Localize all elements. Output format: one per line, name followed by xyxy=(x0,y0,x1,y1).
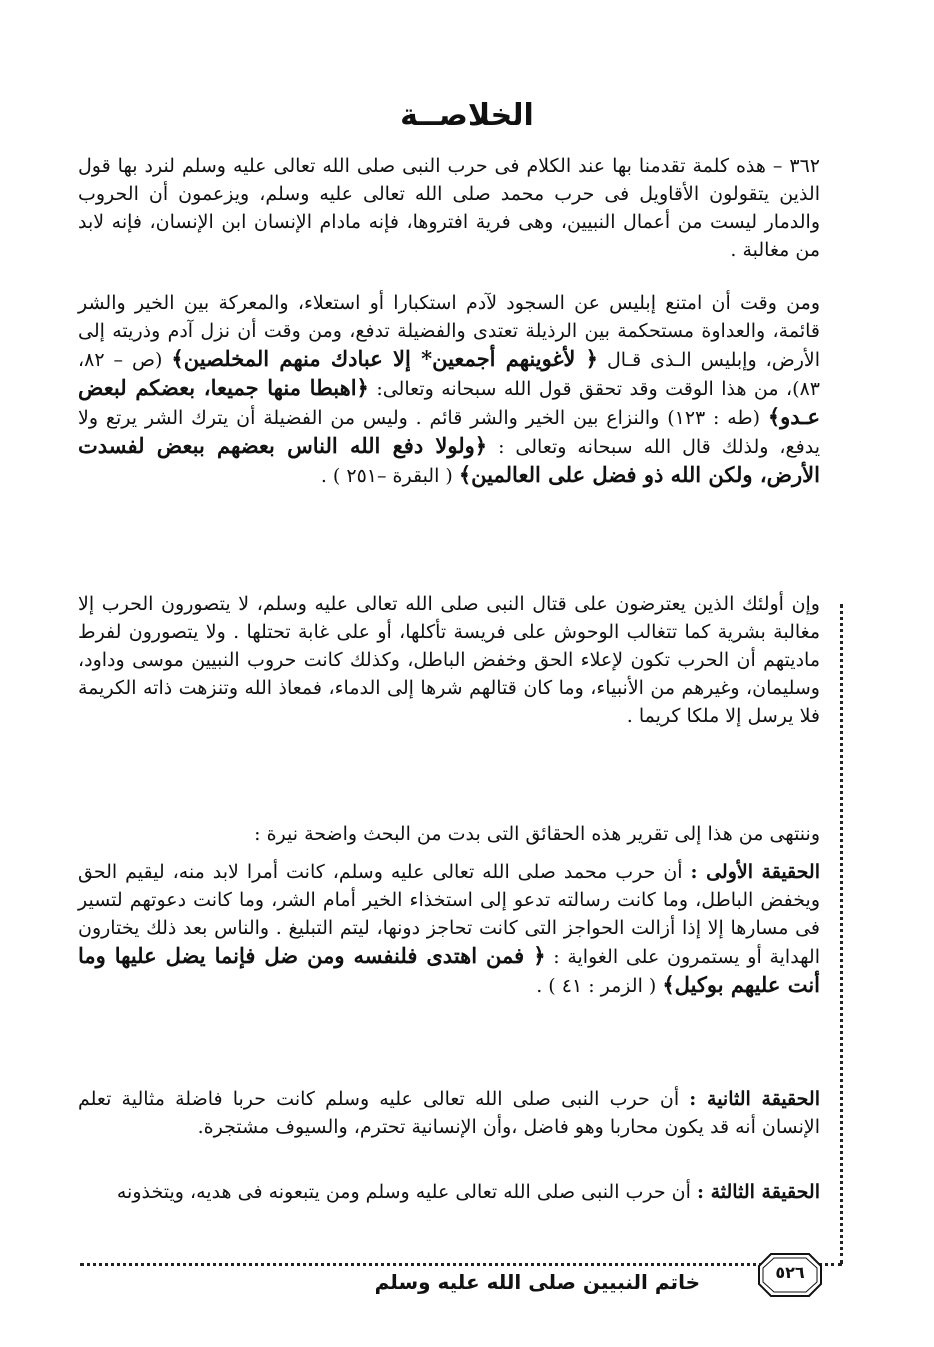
paragraph-third-truth xyxy=(78,1178,820,1206)
running-footer-title: خاتم النبيين صلى الله عليه وسلم xyxy=(374,1270,700,1294)
paragraph-text: ومن وقت أن امتنع إبليس عن السجود لآدم استكبارا أو استعلاء، والمعركة بين الخير والشر قائمة، والعداوة مستحكمة بين الرذيلة تعتدى والفضيلة تدفع، ومن وقت أن نزل آدم وذريته إلى الأرض، وإبليس الـذى قـال xyxy=(78,292,820,371)
paragraph-text: ( الزمر : ٤١ ) . xyxy=(536,975,657,997)
page-number-badge xyxy=(757,1252,823,1298)
paragraph-text: (ص – ٨٢، ٨٣)، من هذا الوقت وقد تحقق قول الله سبحانه وتعالى: xyxy=(78,349,820,400)
paragraph-text: أن حرب النبى صلى الله تعالى عليه وسلم ومن يتبعونه فى هديه، ويتخذونه xyxy=(116,1181,691,1203)
truth-heading: الحقيقة الثالثة : xyxy=(696,1181,820,1203)
quran-quote: ﴿اهبطا منها جميعا، بعضكم لبعض عـدو﴾ xyxy=(78,375,820,429)
paragraph-text: وننتهى من هذا إلى تقرير هذه الحقائق التى بدت من البحث واضحة نيرة : xyxy=(254,823,820,845)
paragraph-text: ٣٦٢ – هذه كلمة تقدمنا بها عند الكلام فى حرب النبى صلى الله تعالى عليه وسلم لنرد بها قول الذين يتقولون الأقاويل فى حرب محمد صلى الله تعالى عليه وسلم، ويزعمون أن الحروب والدمار ليست من أعمال النبيين، وهى فرية افتروها، فإنه مادام الإنسان ابن الإنسان، فإنه لابد من مغالبة . xyxy=(78,155,820,261)
truth-heading: الحقيقة الثانية : xyxy=(689,1088,820,1110)
quran-quote: ﴿ولولا دفع الله الناس بعضهم ببعض لفسدت الأرض، ولكن الله ذو فضل على العالمين﴾ xyxy=(78,433,820,487)
paragraph-text: ( البقرة –٢٥١ ) . xyxy=(320,465,453,487)
paragraph-first-truth xyxy=(78,858,820,1000)
quran-quote: ﴿ لأغوينهم أجمعين* إلا عبادك منهم المخلصين﴾ xyxy=(171,346,598,371)
decorative-border-bottom xyxy=(80,1263,842,1268)
paragraph-text: (طه : ١٢٣) والنزاع بين الخير والشر قائم . وليس من الفضيلة أن يترك الشر يرتع ولا يدفع، ولذلك قال الله سبحانه وتعالى : xyxy=(78,407,820,458)
decorative-border-right xyxy=(840,604,845,1264)
paragraph-iblis xyxy=(78,289,820,490)
page-title: الخلاصــة xyxy=(400,98,534,133)
quran-quote: ﴿ فمن اهتدى فلنفسه ومن ضل فإنما يضل عليها وما أنت عليهم بوكيل﴾ xyxy=(78,943,820,997)
paragraph-text: وإن أولئك الذين يعترضون على قتال النبى صلى الله تعالى عليه وسلم، لا يتصورون الحرب إلا مغالبة بشرية كما تتغالب الوحوش على فريسة تأكلها، أو على غابة تحتلها . ولا يتصورون لفرط ماديتهم أن الحرب تكون لإعلاء الحق وخفض الباطل، وكذلك كانت حروب النبيين موسى وداود، وسليمان، وغيرهم من الأنبياء، وما كان قتالهم شرها إلى الدماء، فمعاذ الله وتنزهت ذاته الكريمة فلا يرسل إلا ملكا كريما . xyxy=(78,593,820,727)
truth-heading: الحقيقة الأولى : xyxy=(690,861,820,883)
paragraph-second-truth xyxy=(78,1085,820,1141)
paragraph-objectors xyxy=(78,590,820,730)
paragraph-conclusion-intro xyxy=(78,820,820,848)
page-number: ٥٢٦ xyxy=(775,1263,805,1282)
paragraph-text: أن حرب محمد صلى الله تعالى عليه وسلم، كانت أمرا لابد منه، ليقيم الحق ويخفض الباطل، وما كانت رسالته تدعو إلى استخذاء الخير أمام الشر، وما كانت دعوتهم لتسير فى مسارها إلا إذا أزالت الحواجز التى كانت تحاجز دونها، ليتم التبليغ . والناس بعد ذلك يختارون الهداية أو يستمرون على الغواية : xyxy=(78,861,820,968)
paragraph-text: أن حرب النبى صلى الله تعالى عليه وسلم كانت حربا فاضلة مثالية تعلم الإنسان أنه قد يكون محاربا وهو فاضل ،وأن الإنسانية تحترم، والسيوف مشتجرة. xyxy=(78,1088,820,1138)
paragraph-362 xyxy=(78,152,820,264)
